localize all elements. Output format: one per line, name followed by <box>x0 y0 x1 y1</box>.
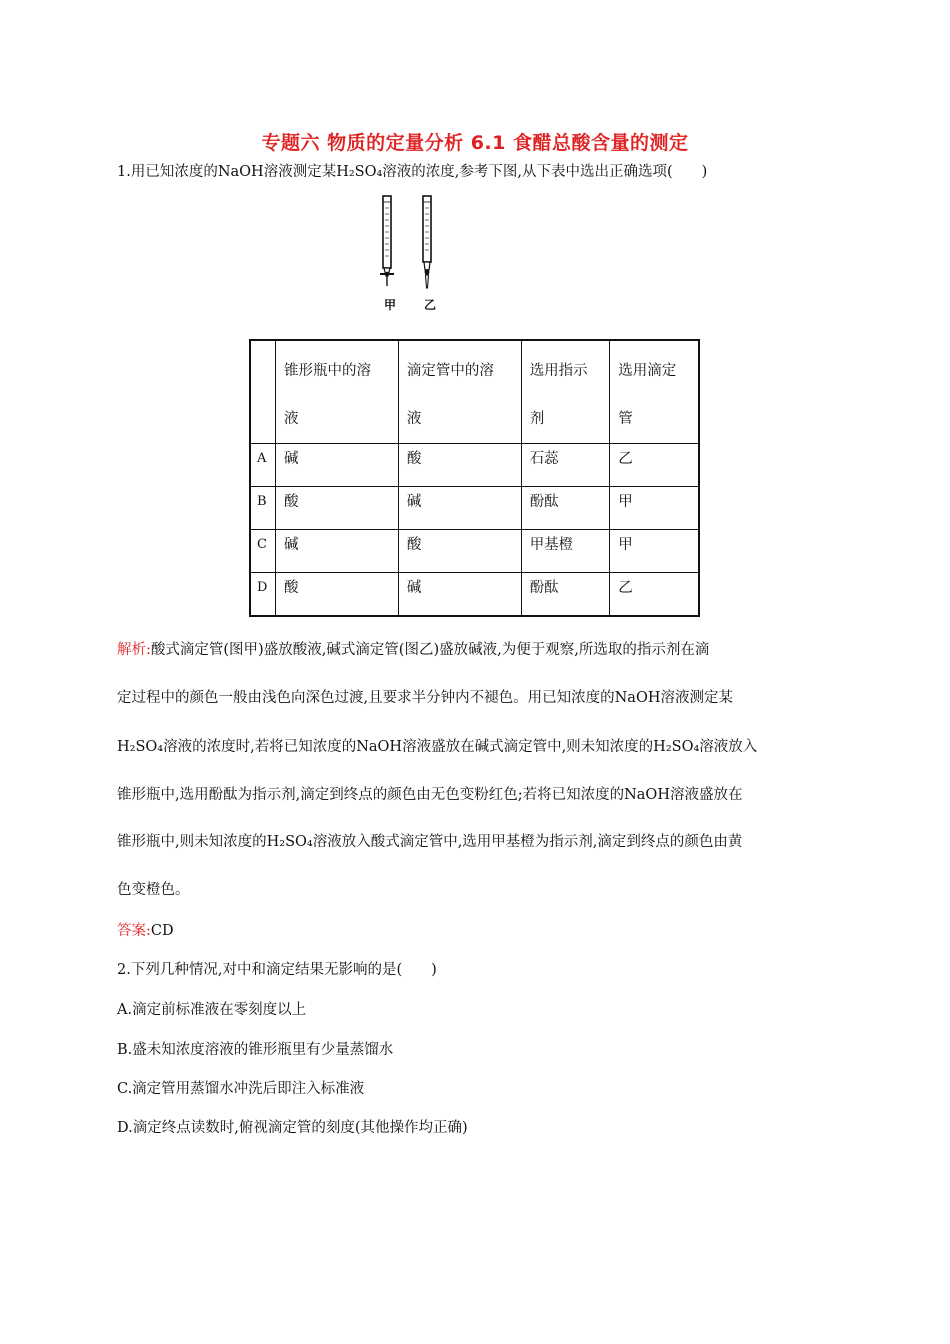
table-header-row <box>250 340 699 444</box>
analysis-line-2: 定过程中的颜色一般由浅色向深色过渡,且要求半分钟内不褪色。用已知浓度的NaOH溶液测定某 <box>117 690 733 706</box>
table-cell: 碱 <box>398 573 521 617</box>
base-burette-icon <box>423 196 431 288</box>
table-cell: 乙 <box>610 444 699 487</box>
table-row <box>250 444 699 487</box>
burette-figure <box>368 192 448 314</box>
table-cell: 酸 <box>398 444 521 487</box>
table-header-burette-type: 选用滴定 管 <box>610 340 699 444</box>
analysis-line-4: 锥形瓶中,选用酚酞为指示剂,滴定到终点的颜色由无色变粉红色;若将已知浓度的NaOH溶液盛放在 <box>117 787 743 803</box>
table-cell: 碱 <box>276 444 399 487</box>
table-cell: 酸 <box>398 530 521 573</box>
analysis-line-1: 解析:酸式滴定管(图甲)盛放酸液,碱式滴定管(图乙)盛放碱液,为便于观察,所选取的指示剂在滴 <box>117 642 710 658</box>
table-cell: 碱 <box>398 487 521 530</box>
table-header-indicator: 选用指示 剂 <box>521 340 610 444</box>
row-key: C <box>250 530 276 573</box>
analysis-line-6: 色变橙色。 <box>117 882 190 898</box>
table-cell: 甲 <box>610 487 699 530</box>
options-table <box>249 339 700 617</box>
burettes-illustration <box>368 192 448 296</box>
table-cell: 碱 <box>276 530 399 573</box>
page-title: 专题六 物质的定量分析 6.1 食醋总酸含量的测定 <box>261 132 689 154</box>
figure-label-yi: 乙 <box>424 298 437 312</box>
analysis-label: 解析: <box>117 642 151 658</box>
table-row <box>250 573 699 617</box>
answer-value: CD <box>150 923 174 939</box>
answer-label: 答案: <box>117 923 151 939</box>
question-2-option-a: A.滴定前标准液在零刻度以上 <box>117 1002 307 1018</box>
table-cell: 酸 <box>276 487 399 530</box>
analysis-line-3: H₂SO₄溶液的浓度时,若将已知浓度的NaOH溶液盛放在碱式滴定管中,则未知浓度的H₂SO₄溶液放入 <box>117 739 758 755</box>
figure-label-jia: 甲 <box>384 298 397 312</box>
question-2-option-c: C.滴定管用蒸馏水冲洗后即注入标准液 <box>117 1081 365 1097</box>
table-cell: 石蕊 <box>521 444 610 487</box>
answer-line <box>117 919 174 940</box>
table-cell: 甲 <box>610 530 699 573</box>
table-cell: 酚酞 <box>521 573 610 617</box>
analysis-line-5: 锥形瓶中,则未知浓度的H₂SO₄溶液放入酸式滴定管中,选用甲基橙为指示剂,滴定到终点的颜色由黄 <box>117 834 743 850</box>
question-1-stem: 1.用已知浓度的NaOH溶液测定某H₂SO₄溶液的浓度,参考下图,从下表中选出正确选项( ) <box>117 164 708 180</box>
table-cell: 乙 <box>610 573 699 617</box>
row-key: D <box>250 573 276 617</box>
table-header-burette-solution: 滴定管中的溶 液 <box>398 340 521 444</box>
question-2-option-b: B.盛未知浓度溶液的锥形瓶里有少量蒸馏水 <box>117 1042 394 1058</box>
row-key: B <box>250 487 276 530</box>
question-2-option-d: D.滴定终点读数时,俯视滴定管的刻度(其他操作均正确) <box>117 1120 468 1136</box>
table-cell: 酚酞 <box>521 487 610 530</box>
row-key: A <box>250 444 276 487</box>
table-header-empty <box>250 340 276 444</box>
table-cell: 甲基橙 <box>521 530 610 573</box>
table-header-flask-solution: 锥形瓶中的溶 液 <box>276 340 399 444</box>
table-cell: 酸 <box>276 573 399 617</box>
acid-burette-icon <box>380 196 394 286</box>
question-2-stem: 2.下列几种情况,对中和滴定结果无影响的是( ) <box>117 962 437 978</box>
table-row <box>250 487 699 530</box>
table-row <box>250 530 699 573</box>
